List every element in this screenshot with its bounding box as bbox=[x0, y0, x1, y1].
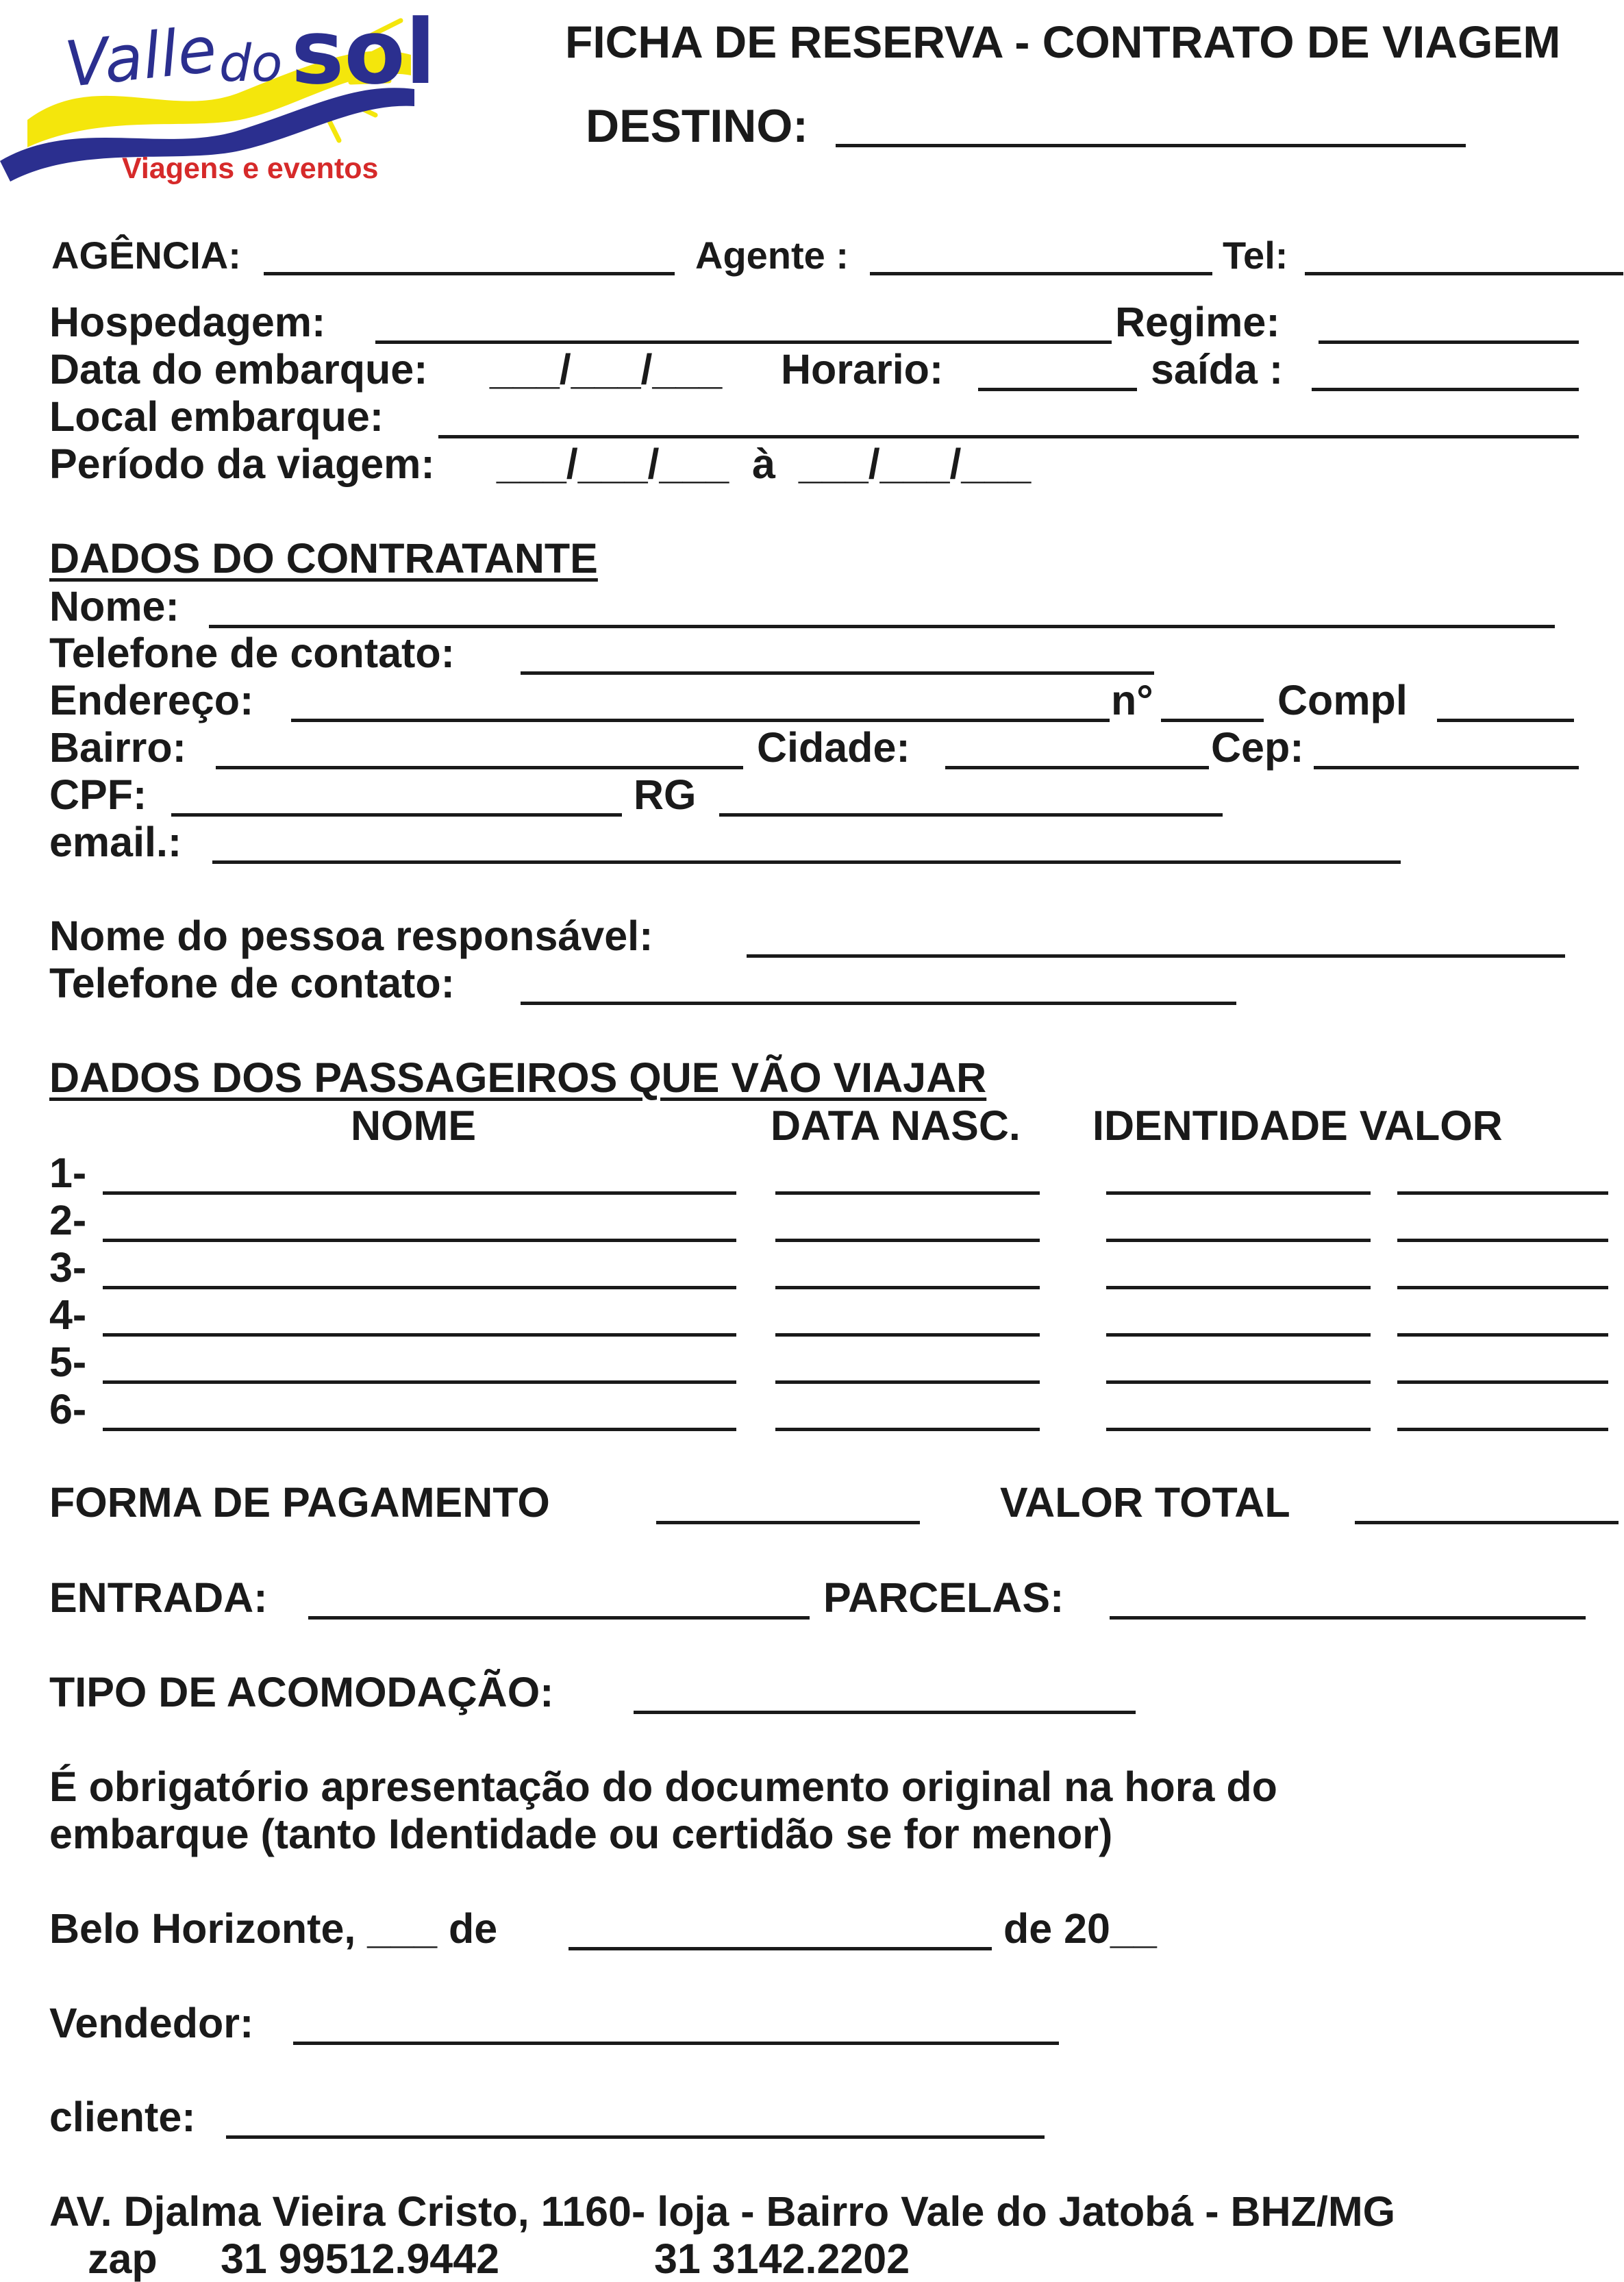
cidade-label: Cidade: bbox=[757, 724, 910, 771]
logo-word-do: do bbox=[219, 34, 283, 93]
numero-label: n° bbox=[1111, 677, 1153, 723]
tel-label: Tel: bbox=[1223, 234, 1288, 277]
agencia-field[interactable] bbox=[264, 272, 675, 275]
passenger-row-number: 3- bbox=[49, 1244, 87, 1291]
passenger-data-nasc-field[interactable] bbox=[775, 1239, 1040, 1242]
notice-line-1: É obrigatório apresentação do documento original na hora do bbox=[49, 1763, 1277, 1810]
passenger-row-number: 1- bbox=[49, 1150, 87, 1196]
telefone-contato-2-field[interactable] bbox=[521, 1002, 1236, 1005]
endereco-field[interactable] bbox=[291, 719, 1110, 722]
passenger-valor-field[interactable] bbox=[1397, 1239, 1608, 1242]
passenger-nome-field[interactable] bbox=[103, 1191, 736, 1195]
local-embarque-field[interactable] bbox=[438, 435, 1579, 438]
logo-word-valle: Valle bbox=[62, 12, 221, 102]
valor-total-field[interactable] bbox=[1355, 1521, 1619, 1524]
data-embarque-field[interactable]: ___/___/___ bbox=[490, 346, 723, 393]
footer-address: AV. Djalma Vieira Cristo, 1160- loja - Bairro Vale do Jatobá - BHZ/MG bbox=[49, 2188, 1396, 2235]
passenger-valor-field[interactable] bbox=[1397, 1286, 1608, 1289]
compl-field[interactable] bbox=[1437, 719, 1574, 722]
cliente-signature-field[interactable] bbox=[226, 2135, 1045, 2139]
passenger-data-nasc-field[interactable] bbox=[775, 1428, 1040, 1431]
agente-field[interactable] bbox=[870, 272, 1212, 275]
logo-tagline: Viagens e eventos bbox=[122, 152, 379, 185]
cidade-field[interactable] bbox=[945, 766, 1209, 769]
passenger-valor-field[interactable] bbox=[1397, 1428, 1608, 1431]
acomodacao-label: TIPO DE ACOMODAÇÃO: bbox=[49, 1669, 554, 1715]
horario-label: Horario: bbox=[781, 346, 944, 393]
passenger-data-nasc-field[interactable] bbox=[775, 1286, 1040, 1289]
passenger-data-nasc-field[interactable] bbox=[775, 1333, 1040, 1337]
hospedagem-field[interactable] bbox=[375, 340, 1112, 344]
responsavel-field[interactable] bbox=[747, 954, 1565, 958]
cep-label: Cep: bbox=[1211, 724, 1304, 771]
email-label: email.: bbox=[49, 819, 182, 865]
parcelas-field[interactable] bbox=[1110, 1616, 1586, 1620]
passenger-data-nasc-field[interactable] bbox=[775, 1380, 1040, 1384]
rg-label: RG bbox=[634, 771, 697, 818]
month-field[interactable] bbox=[569, 1947, 992, 1950]
entrada-label: ENTRADA: bbox=[49, 1574, 268, 1621]
regime-label: Regime: bbox=[1115, 299, 1280, 345]
horario-field[interactable] bbox=[978, 388, 1137, 391]
valor-total-label: VALOR TOTAL bbox=[1000, 1479, 1290, 1526]
regime-field[interactable] bbox=[1319, 340, 1579, 344]
destino-label: DESTINO: bbox=[586, 100, 808, 152]
contratante-section-title: DADOS DO CONTRATANTE bbox=[49, 535, 598, 582]
passenger-row-number: 6- bbox=[49, 1386, 87, 1433]
bairro-field[interactable] bbox=[216, 766, 743, 769]
logo bbox=[0, 0, 438, 192]
passenger-row-number: 5- bbox=[49, 1339, 87, 1385]
footer-zap-label: zap bbox=[88, 2235, 158, 2282]
passenger-identidade-field[interactable] bbox=[1106, 1333, 1371, 1337]
footer-phone-1: 31 99512.9442 bbox=[221, 2235, 500, 2282]
passenger-identidade-field[interactable] bbox=[1106, 1286, 1371, 1289]
forma-pagamento-field[interactable] bbox=[656, 1521, 920, 1524]
tel-field[interactable] bbox=[1305, 272, 1623, 275]
periodo-label: Período da viagem: bbox=[49, 441, 435, 487]
cep-field[interactable] bbox=[1314, 766, 1579, 769]
passenger-identidade-field[interactable] bbox=[1106, 1380, 1371, 1384]
passenger-data-nasc-field[interactable] bbox=[775, 1191, 1040, 1195]
agente-label: Agente : bbox=[695, 234, 849, 277]
notice-line-2: embarque (tanto Identidade ou certidão se for menor) bbox=[49, 1811, 1113, 1857]
entrada-field[interactable] bbox=[308, 1616, 810, 1620]
passenger-nome-field[interactable] bbox=[103, 1428, 736, 1431]
telefone-contato-label: Telefone de contato: bbox=[49, 630, 455, 676]
passenger-nome-field[interactable] bbox=[103, 1286, 736, 1289]
col-header-identidade-valor: IDENTIDADE VALOR bbox=[1092, 1102, 1503, 1149]
email-field[interactable] bbox=[212, 860, 1401, 864]
hospedagem-label: Hospedagem: bbox=[49, 299, 326, 345]
logo-word-sol: sol bbox=[291, 0, 436, 104]
forma-pagamento-label: FORMA DE PAGAMENTO bbox=[49, 1479, 550, 1526]
rg-field[interactable] bbox=[719, 813, 1223, 817]
vendedor-label: Vendedor: bbox=[49, 2000, 254, 2046]
passenger-identidade-field[interactable] bbox=[1106, 1239, 1371, 1242]
endereco-label: Endereço: bbox=[49, 677, 254, 723]
responsavel-label: Nome do pessoa responsável: bbox=[49, 913, 653, 959]
passenger-identidade-field[interactable] bbox=[1106, 1191, 1371, 1195]
passenger-row-number: 2- bbox=[49, 1197, 87, 1243]
cpf-label: CPF: bbox=[49, 771, 147, 818]
compl-label: Compl bbox=[1277, 677, 1408, 723]
passenger-nome-field[interactable] bbox=[103, 1333, 736, 1337]
col-header-data-nasc: DATA NASC. bbox=[771, 1102, 1021, 1149]
data-embarque-label: Data do embarque: bbox=[49, 346, 428, 393]
local-embarque-label: Local embarque: bbox=[49, 393, 384, 440]
telefone-contato-2-label: Telefone de contato: bbox=[49, 960, 455, 1006]
passenger-identidade-field[interactable] bbox=[1106, 1428, 1371, 1431]
cpf-field[interactable] bbox=[171, 813, 622, 817]
passenger-valor-field[interactable] bbox=[1397, 1333, 1608, 1337]
year-field[interactable]: de 20__ bbox=[1003, 1905, 1157, 1952]
passenger-nome-field[interactable] bbox=[103, 1239, 736, 1242]
numero-field[interactable] bbox=[1161, 719, 1264, 722]
periodo-field[interactable]: ___/___/___ à ___/___/___ bbox=[497, 441, 1032, 487]
bairro-label: Bairro: bbox=[49, 724, 186, 771]
passenger-valor-field[interactable] bbox=[1397, 1191, 1608, 1195]
form-title: FICHA DE RESERVA - CONTRATO DE VIAGEM bbox=[565, 16, 1561, 67]
cliente-label: cliente: bbox=[49, 2094, 196, 2140]
nome-field[interactable] bbox=[209, 625, 1555, 628]
passageiros-section-title: DADOS DOS PASSAGEIROS QUE VÃO VIAJAR bbox=[49, 1054, 987, 1101]
footer-phone-2: 31 3142.2202 bbox=[654, 2235, 910, 2282]
nome-label: Nome: bbox=[49, 583, 179, 630]
parcelas-label: PARCELAS: bbox=[823, 1574, 1064, 1621]
passenger-valor-field[interactable] bbox=[1397, 1380, 1608, 1384]
vendedor-signature-field[interactable] bbox=[293, 2042, 1059, 2045]
col-header-nome: NOME bbox=[351, 1102, 476, 1149]
saida-label: saída : bbox=[1151, 346, 1284, 393]
agencia-label: AGÊNCIA: bbox=[51, 234, 241, 277]
passenger-nome-field[interactable] bbox=[103, 1380, 736, 1384]
acomodacao-field[interactable] bbox=[634, 1711, 1136, 1714]
telefone-contato-field[interactable] bbox=[521, 671, 1154, 675]
saida-field[interactable] bbox=[1312, 388, 1579, 391]
city-date-label: Belo Horizonte, ___ de bbox=[49, 1905, 498, 1952]
destino-field[interactable] bbox=[836, 144, 1466, 147]
passenger-row-number: 4- bbox=[49, 1291, 87, 1338]
